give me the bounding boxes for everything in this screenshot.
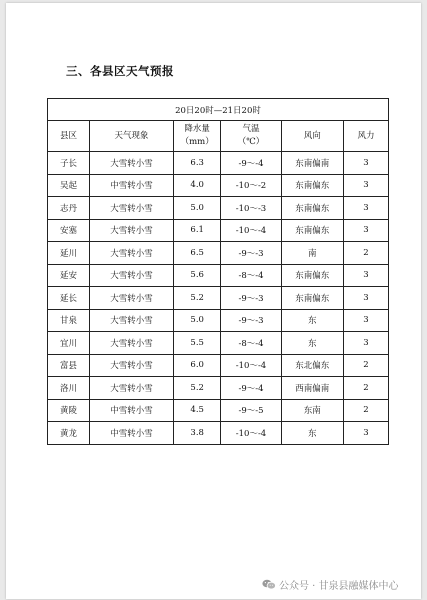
wind-dir-cell: 东 [281,309,343,332]
table-row [48,377,389,400]
temp-cell: -10～-3 [221,197,281,220]
wind-force-cell: 3 [343,422,388,445]
temp-cell: -9～-3 [221,309,281,332]
table-row [48,309,389,332]
county-cell: 吴起 [48,174,90,197]
precip-cell: 5.2 [173,287,221,310]
precip-cell: 6.1 [173,219,221,242]
wind-dir-cell: 东北偏东 [281,354,343,377]
wind-dir-cell: 西南偏南 [281,377,343,400]
weather-header: 天气现象 [90,121,174,152]
weather-cell: 大雪转小雪 [90,287,174,310]
temp-cell: -9～-3 [221,287,281,310]
temp-cell: -9～-5 [221,399,281,422]
section-title: 三、各县区天气预报 [66,64,174,78]
temp-cell: -10～-4 [221,354,281,377]
wind-force-cell: 3 [343,287,388,310]
table-row [48,332,389,355]
wind-force-header: 风力 [343,121,388,152]
weather-cell: 大雪转小雪 [90,152,174,175]
footer-text: 公众号 · 甘泉县融媒体中心 [279,581,399,592]
county-cell: 黄龙 [48,422,90,445]
wind-dir-cell: 南 [281,242,343,265]
wind-dir-cell: 东南偏东 [281,197,343,220]
weather-cell: 大雪转小雪 [90,332,174,355]
precip-header-label: 降水量 [184,124,210,134]
precip-header-unit: （mm） [180,137,214,147]
wind-dir-cell: 东南偏东 [281,287,343,310]
temp-cell: -9～-3 [221,242,281,265]
wind-dir-cell: 东南偏东 [281,219,343,242]
temp-cell: -9～-4 [221,377,281,400]
table-row [48,287,389,310]
county-cell: 安塞 [48,219,90,242]
county-cell: 延长 [48,287,90,310]
wind-dir-cell: 东 [281,332,343,355]
precip-cell: 6.5 [173,242,221,265]
wechat-icon [262,579,276,590]
county-cell: 甘泉 [48,309,90,332]
wind-force-cell: 3 [343,174,388,197]
temp-header [221,121,281,152]
weather-cell: 大雪转小雪 [90,242,174,265]
wind-force-cell: 3 [343,309,388,332]
weather-cell: 大雪转小雪 [90,309,174,332]
wind-dir-cell: 东南偏南 [281,152,343,175]
table-row [48,197,389,220]
temp-cell: -10～-2 [221,174,281,197]
weather-cell: 中雪转小雪 [90,422,174,445]
precip-cell: 6.0 [173,354,221,377]
precip-header [173,121,221,152]
county-cell: 洛川 [48,377,90,400]
table-row [48,242,389,265]
table-row [48,422,389,445]
county-cell: 子长 [48,152,90,175]
wind-force-cell: 3 [343,332,388,355]
weather-cell: 中雪转小雪 [90,399,174,422]
county-cell: 富县 [48,354,90,377]
wind-force-cell: 3 [343,264,388,287]
wind-dir-header: 风向 [281,121,343,152]
weather-cell: 大雪转小雪 [90,219,174,242]
temp-cell: -10～-4 [221,219,281,242]
precip-cell: 3.8 [173,422,221,445]
table-row [48,152,389,175]
wind-force-cell: 3 [343,152,388,175]
wind-force-cell: 2 [343,242,388,265]
precip-cell: 5.0 [173,309,221,332]
temp-cell: -10～-4 [221,422,281,445]
forecast-table [47,98,389,445]
wind-dir-cell: 东 [281,422,343,445]
forecast-rows [48,152,389,445]
wind-force-cell: 2 [343,354,388,377]
weather-cell: 中雪转小雪 [90,174,174,197]
table-row [48,264,389,287]
weather-cell: 大雪转小雪 [90,264,174,287]
wind-dir-cell: 东南 [281,399,343,422]
wind-dir-cell: 东南偏东 [281,264,343,287]
table-row [48,399,389,422]
wind-force-cell: 2 [343,377,388,400]
precip-cell: 4.0 [173,174,221,197]
county-cell: 黄陵 [48,399,90,422]
table-row [48,174,389,197]
wind-force-cell: 3 [343,197,388,220]
precip-cell: 6.3 [173,152,221,175]
temp-header-label: 气温 [242,124,260,134]
county-cell: 宜川 [48,332,90,355]
precip-cell: 5.5 [173,332,221,355]
wind-force-cell: 3 [343,219,388,242]
temp-cell: -8～-4 [221,332,281,355]
county-cell: 延安 [48,264,90,287]
weather-cell: 大雪转小雪 [90,377,174,400]
weather-cell: 大雪转小雪 [90,354,174,377]
document-page [6,3,421,599]
table-row [48,354,389,377]
temp-cell: -8～-4 [221,264,281,287]
wechat-footer [262,577,399,592]
wind-force-cell: 2 [343,399,388,422]
table-row [48,219,389,242]
column-header-row [48,121,389,152]
precip-cell: 5.2 [173,377,221,400]
county-header: 县区 [48,121,90,152]
wind-dir-cell: 东南偏东 [281,174,343,197]
precip-cell: 5.6 [173,264,221,287]
county-cell: 志丹 [48,197,90,220]
period-header: 20日20时—21日20时 [48,99,389,121]
weather-cell: 大雪转小雪 [90,197,174,220]
temp-cell: -9～-4 [221,152,281,175]
temp-header-unit: （℃） [237,137,265,147]
precip-cell: 5.0 [173,197,221,220]
county-cell: 延川 [48,242,90,265]
precip-cell: 4.5 [173,399,221,422]
